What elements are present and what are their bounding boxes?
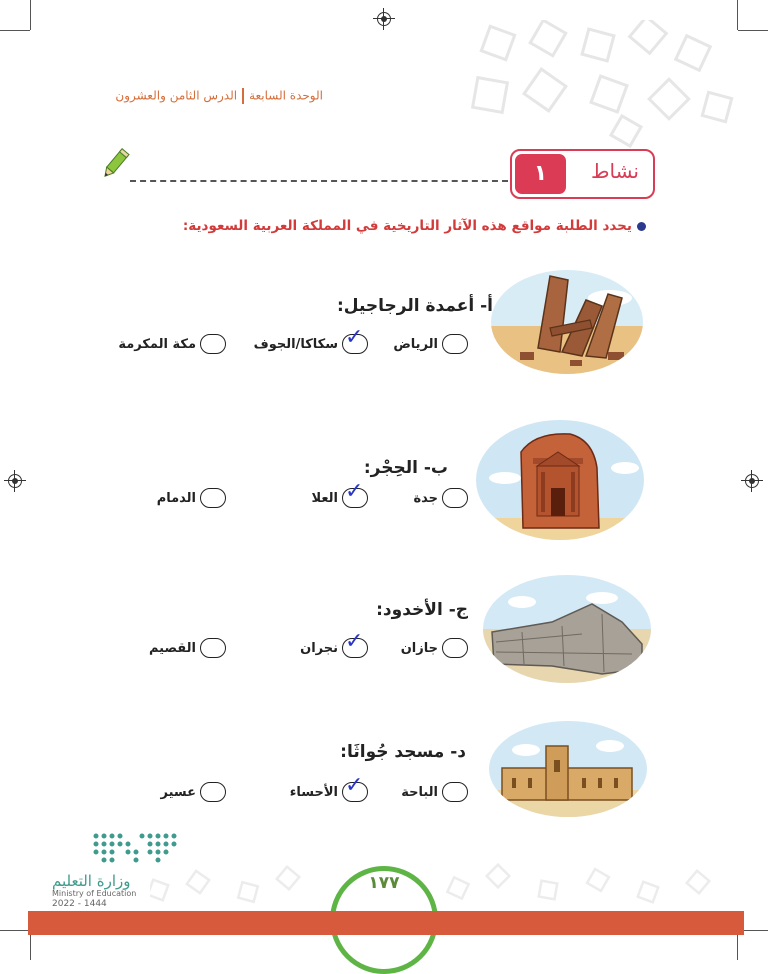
activity-badge xyxy=(510,149,655,199)
lesson-label: الدرس الثامن والعشرون xyxy=(115,88,238,103)
al-hijr-image xyxy=(475,418,645,543)
registration-mark-icon xyxy=(745,474,759,488)
option-asir[interactable] xyxy=(160,782,226,802)
registration-mark-icon xyxy=(377,12,391,26)
option-label: مكة المكرمة xyxy=(118,336,196,352)
checkbox[interactable] xyxy=(342,479,368,508)
decorative-pattern xyxy=(150,862,750,912)
checkmark-icon: ✓ xyxy=(345,629,364,654)
crop-mark xyxy=(0,930,30,931)
option-label: الباحة xyxy=(401,784,438,800)
option-qassim[interactable] xyxy=(149,638,226,658)
option-dammam[interactable] xyxy=(157,488,226,508)
question-title: ب- الحِجْر: xyxy=(363,458,448,478)
option-label: الدمام xyxy=(156,490,196,506)
checkmark-icon: ✓ xyxy=(345,479,364,504)
crop-mark xyxy=(30,0,31,30)
header-separator xyxy=(242,88,244,104)
option-label: القصيم xyxy=(148,640,196,656)
option-label: الرياض xyxy=(393,336,438,352)
decorative-pattern xyxy=(455,20,745,150)
question-title: أ- أعمدة الرجاجيل: xyxy=(337,296,493,316)
checkbox[interactable] xyxy=(342,773,368,802)
option-sakaka[interactable] xyxy=(253,325,368,354)
checkbox[interactable] xyxy=(442,334,468,354)
option-jazan[interactable] xyxy=(401,638,468,658)
option-label: عسير xyxy=(160,784,196,800)
checkbox[interactable] xyxy=(200,488,226,508)
unit-label: الوحدة السابعة xyxy=(249,88,323,103)
option-makkah[interactable] xyxy=(118,334,226,354)
jawatha-mosque-image xyxy=(488,720,648,818)
al-ukhdood-image xyxy=(482,574,652,684)
lesson-header xyxy=(115,88,323,104)
rajajil-columns-image xyxy=(490,268,645,376)
checkbox[interactable] xyxy=(342,325,368,354)
checkmark-icon: ✓ xyxy=(345,773,364,798)
activity-number: ١ xyxy=(515,154,566,194)
option-label: جازان xyxy=(400,640,438,656)
option-jeddah[interactable] xyxy=(413,488,468,508)
crop-mark xyxy=(0,30,30,31)
option-najran[interactable] xyxy=(300,629,368,658)
edition-year: 2022 - 1444 xyxy=(52,899,107,909)
option-alula[interactable] xyxy=(311,479,368,508)
checkbox[interactable] xyxy=(200,334,226,354)
pencil-icon xyxy=(100,148,130,182)
checkbox[interactable] xyxy=(342,629,368,658)
option-label: نجران xyxy=(300,640,338,656)
checkmark-icon: ✓ xyxy=(345,325,364,350)
checkbox[interactable] xyxy=(442,782,468,802)
ministry-logo-icon xyxy=(90,830,180,866)
ministry-name-arabic: وزارة التعليم xyxy=(52,872,131,890)
checkbox[interactable] xyxy=(442,638,468,658)
option-label: الأحساء xyxy=(289,784,338,800)
option-alahsa[interactable] xyxy=(289,773,368,802)
question-title: د- مسجد جُواثَا: xyxy=(340,742,466,762)
bullet-icon xyxy=(637,222,646,231)
dashed-line xyxy=(130,180,508,182)
activity-label: نشاط xyxy=(591,159,639,183)
checkbox[interactable] xyxy=(200,782,226,802)
ministry-name-english: Ministry of Education xyxy=(52,889,137,898)
checkbox[interactable] xyxy=(200,638,226,658)
checkbox[interactable] xyxy=(442,488,468,508)
instruction-text xyxy=(183,218,646,234)
registration-mark-icon xyxy=(8,474,22,488)
option-label: سكاكا/الجوف xyxy=(253,336,338,352)
question-title: ج- الأخدود: xyxy=(376,600,468,620)
page-number: ١٧٧ xyxy=(368,873,400,893)
footer-bar xyxy=(28,911,744,935)
option-albaha[interactable] xyxy=(401,782,468,802)
instruction-label: يحدد الطلبة مواقع هذه الآثار التاريخية في المملكة العربية السعودية: xyxy=(182,218,632,234)
option-label: العلا xyxy=(311,490,338,506)
option-riyadh[interactable] xyxy=(393,334,468,354)
option-label: جدة xyxy=(413,490,438,506)
